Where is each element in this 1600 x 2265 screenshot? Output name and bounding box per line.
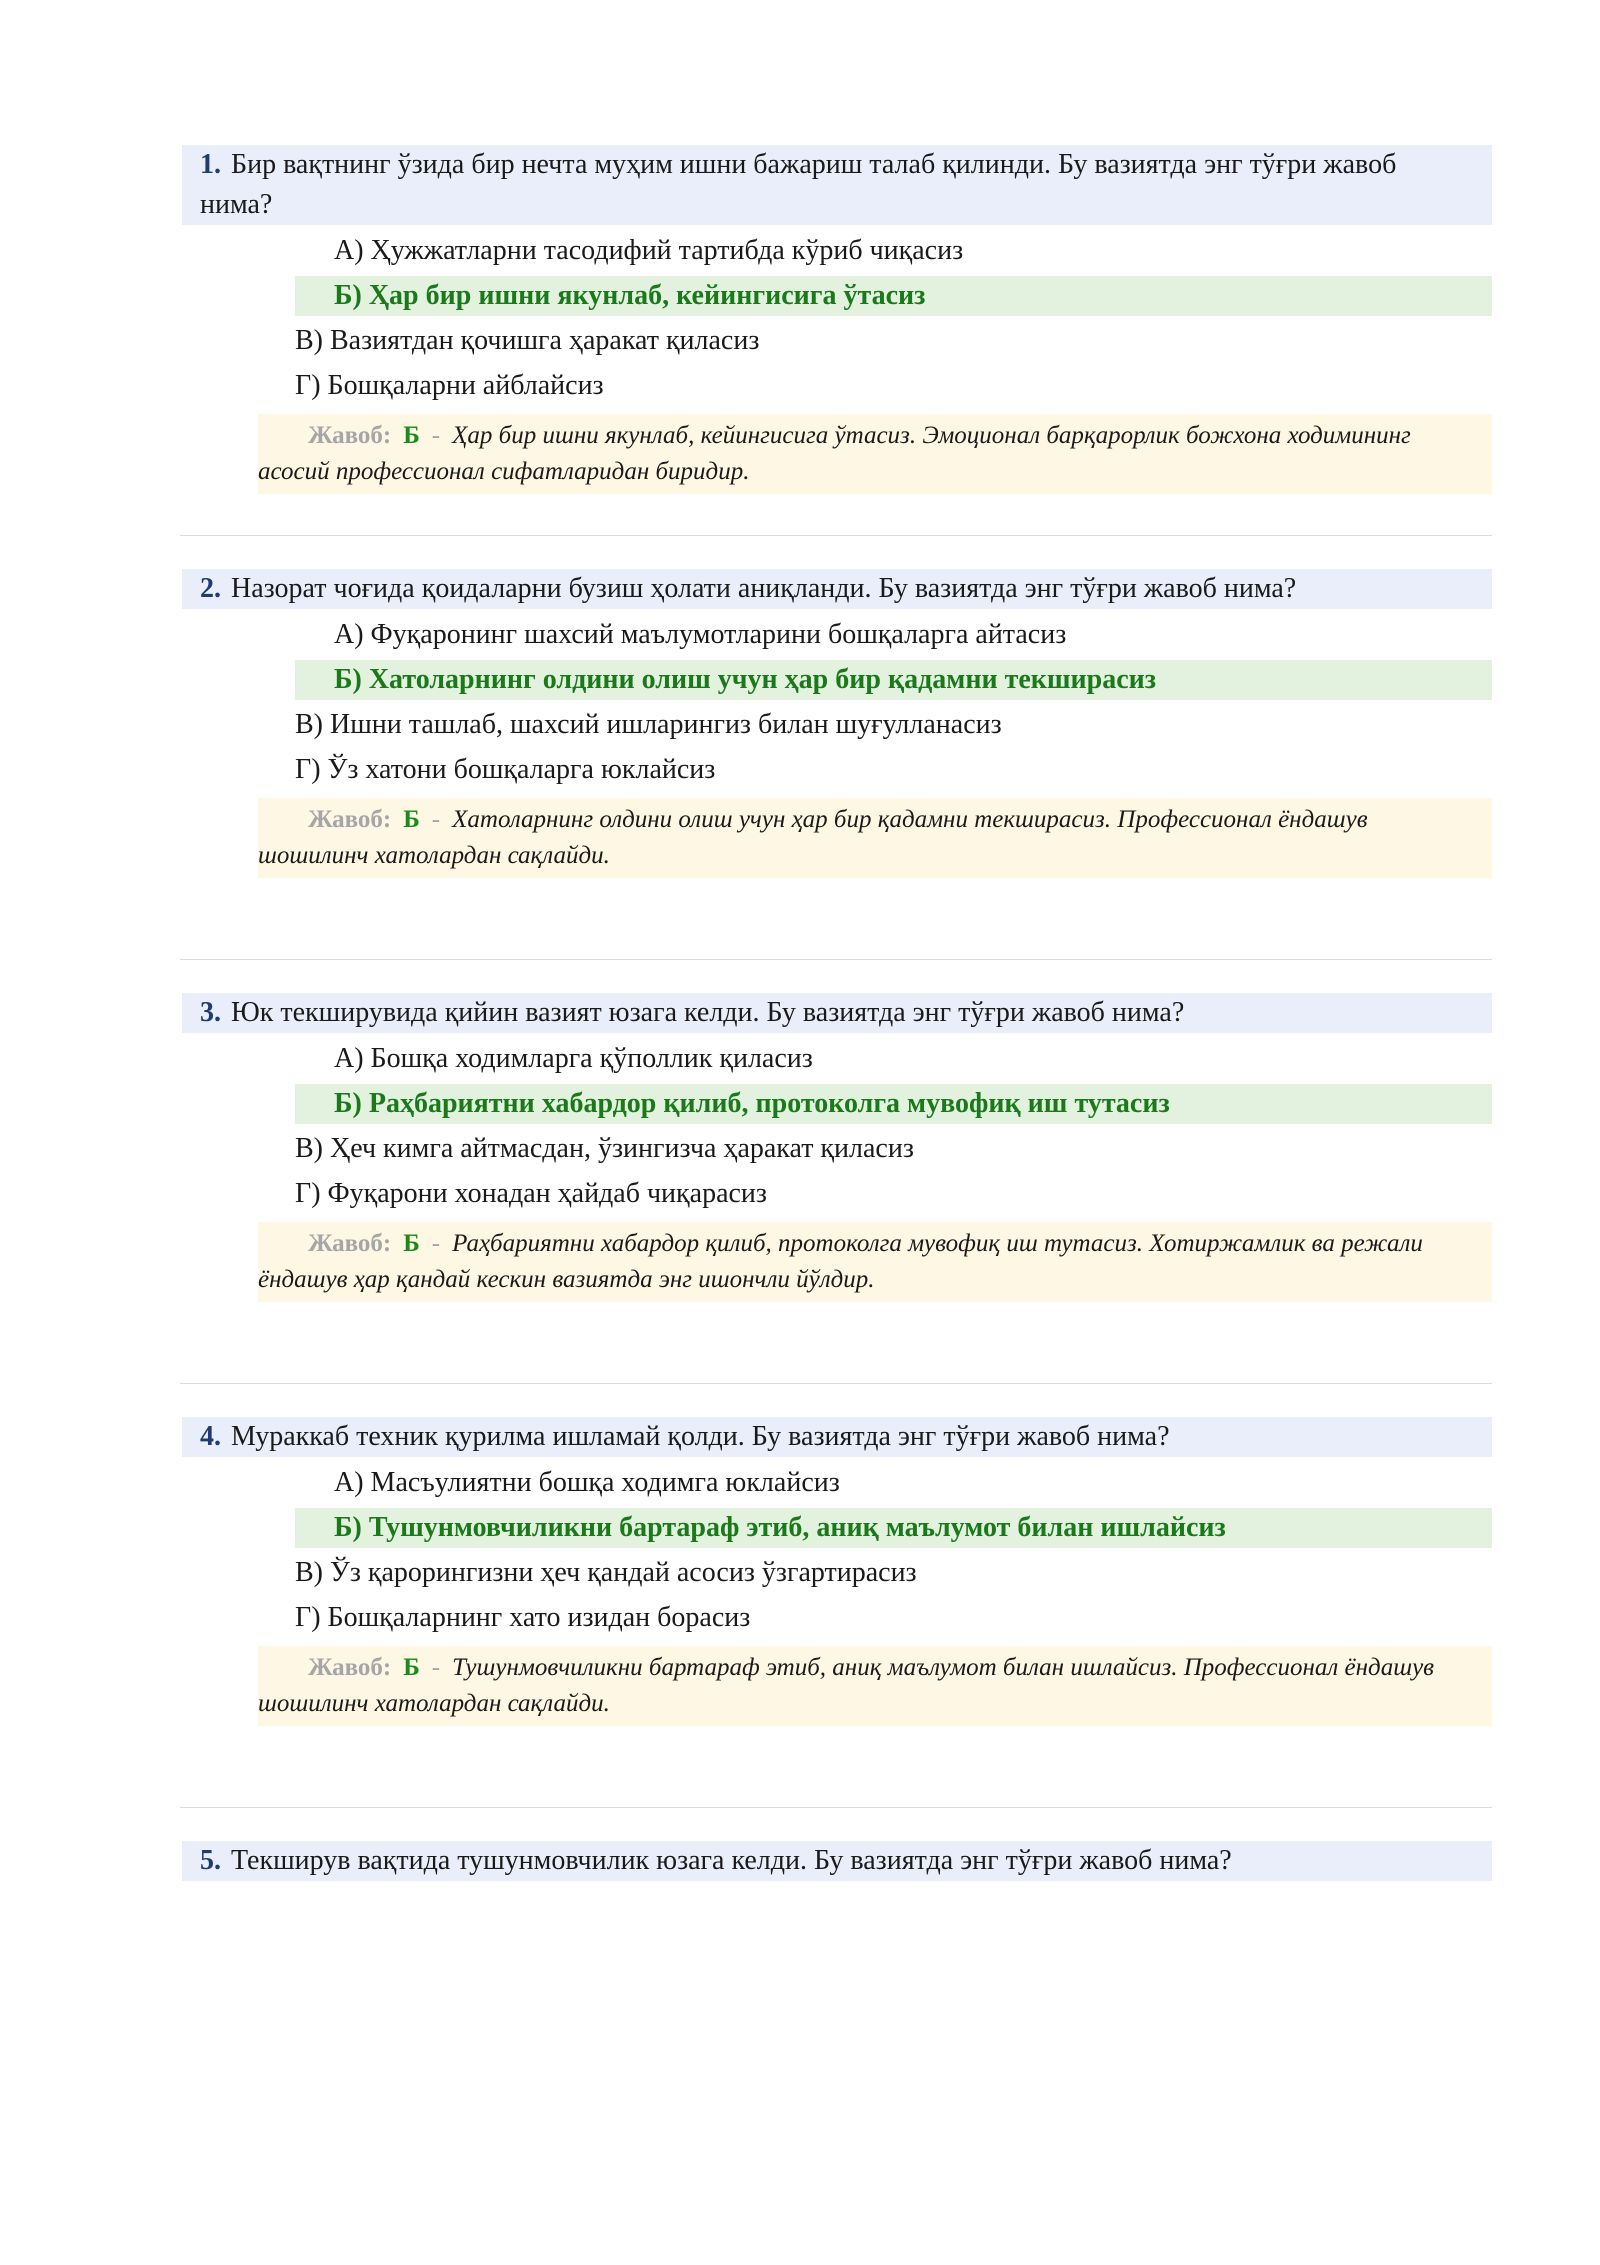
option-b-correct: Б) Тушунмовчиликни бартараф этиб, аниқ маълумот билан ишлайсиз — [295, 1508, 1492, 1548]
question-header — [182, 1417, 1492, 1457]
question-number: 4. — [200, 1421, 221, 1452]
answer-dash: - — [431, 1654, 441, 1681]
question-text: Бир вақтнинг ўзида бир нечта муҳим ишни бажариш талаб қилинди. Бу вазиятда энг тўғри жавоб нима? — [200, 149, 1397, 220]
divider — [180, 1383, 1492, 1384]
answer-label: Жавоб: — [308, 422, 392, 449]
question-number: 5. — [200, 1845, 221, 1876]
answer-dash: - — [431, 422, 441, 449]
question-header — [182, 1841, 1492, 1881]
option-v: В) Вазиятдан қочишга ҳаракат қиласиз — [295, 325, 760, 356]
answer-letter: Б — [403, 1654, 420, 1681]
option-g: Г) Фуқарони хонадан ҳайдаб чиқарасиз — [295, 1178, 767, 1209]
option-a: А) Фуқаронинг шахсий маълумотларини бошқаларга айтасиз — [334, 619, 1067, 650]
option-g: Г) Ўз хатони бошқаларга юклайсиз — [295, 754, 716, 785]
answer-label: Жавоб: — [308, 1230, 392, 1257]
question-3 — [182, 993, 1492, 1417]
option-v: В) Ўз қарорингизни ҳеч қандай асосиз ўзгартирасиз — [295, 1557, 917, 1588]
divider — [180, 959, 1492, 960]
answer-dash: - — [431, 1230, 441, 1257]
answer-letter: Б — [403, 422, 420, 449]
question-header — [182, 569, 1492, 609]
option-v: В) Ишни ташлаб, шахсий ишларингиз билан шуғулланасиз — [295, 709, 1002, 740]
answer-explanation — [258, 1646, 1492, 1726]
question-number: 3. — [200, 997, 221, 1028]
divider — [180, 535, 1492, 536]
answer-dash: - — [431, 806, 441, 833]
question-1 — [182, 145, 1492, 569]
option-a: А) Ҳужжатларни тасодифий тартибда кўриб чиқасиз — [334, 235, 964, 266]
answer-text: Тушунмовчиликни бартараф этиб, аниқ маълумот билан ишлайсиз. Профессионал ёндашув шошилинч хатолардан сақлайди. — [258, 1654, 1435, 1717]
question-5 — [182, 1841, 1492, 2265]
answer-label: Жавоб: — [308, 806, 392, 833]
document-page — [182, 145, 1492, 2265]
option-a: А) Бошқа ходимларга қўполлик қиласиз — [334, 1043, 813, 1074]
option-a: А) Масъулиятни бошқа ходимга юклайсиз — [334, 1467, 840, 1498]
question-text: Юк текширувида қийин вазият юзага келди. Бу вазиятда энг тўғри жавоб нима? — [231, 997, 1185, 1028]
option-g: Г) Бошқаларнинг хато изидан борасиз — [295, 1602, 751, 1633]
answer-text: Раҳбариятни хабардор қилиб, протоколга мувофиқ иш тутасиз. Хотиржамлик ва режали ёндашув ҳар қандай кескин вазиятда энг ишончли йўлдир. — [258, 1230, 1423, 1293]
answer-explanation — [258, 1222, 1492, 1302]
question-2 — [182, 569, 1492, 993]
answer-label: Жавоб: — [308, 1654, 392, 1681]
divider — [180, 1807, 1492, 1808]
option-b-correct: Б) Ҳар бир ишни якунлаб, кейингисига ўтасиз — [295, 276, 1492, 316]
question-header — [182, 993, 1492, 1033]
answer-letter: Б — [403, 806, 420, 833]
answer-text: Ҳар бир ишни якунлаб, кейингисига ўтасиз. Эмоционал барқарорлик божхона ходимининг асосий профессионал сифатларидан биридир. — [258, 422, 1411, 485]
answer-explanation — [258, 798, 1492, 878]
option-b-correct: Б) Раҳбариятни хабардор қилиб, протоколга мувофиқ иш тутасиз — [295, 1084, 1492, 1124]
question-4 — [182, 1417, 1492, 1841]
question-text: Назорат чоғида қоидаларни бузиш ҳолати аниқланди. Бу вазиятда энг тўғри жавоб нима? — [231, 573, 1297, 604]
option-b-correct: Б) Хатоларнинг олдини олиш учун ҳар бир қадамни текширасиз — [295, 660, 1492, 700]
answer-explanation — [258, 414, 1492, 494]
question-header — [182, 145, 1492, 225]
question-number: 2. — [200, 573, 221, 604]
question-text: Мураккаб техник қурилма ишламай қолди. Бу вазиятда энг тўғри жавоб нима? — [231, 1421, 1170, 1452]
answer-text: Хатоларнинг олдини олиш учун ҳар бир қадамни текширасиз. Профессионал ёндашув шошилинч хатолардан сақлайди. — [258, 806, 1368, 869]
option-g: Г) Бошқаларни айблайсиз — [295, 370, 604, 401]
question-text: Текширув вақтида тушунмовчилик юзага келди. Бу вазиятда энг тўғри жавоб нима? — [231, 1845, 1232, 1876]
option-v: В) Ҳеч кимга айтмасдан, ўзингизча ҳаракат қиласиз — [295, 1133, 914, 1164]
question-number: 1. — [200, 149, 221, 180]
answer-letter: Б — [403, 1230, 420, 1257]
